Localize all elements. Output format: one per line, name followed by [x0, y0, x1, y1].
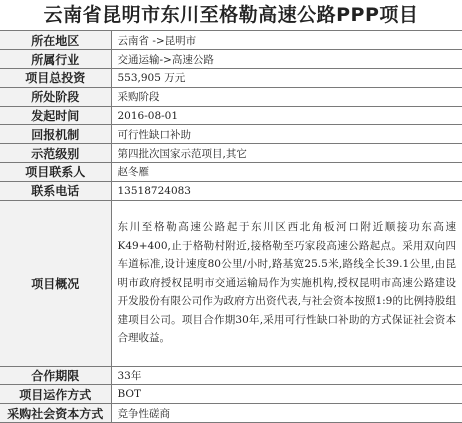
- procurement-method-value: 竞争性磋商: [111, 404, 462, 423]
- operation-mode-value: BOT: [111, 385, 462, 404]
- return-mechanism-value: 可行性缺口补助: [111, 125, 462, 144]
- table-row: [0, 163, 462, 182]
- region-value: 云南省 ->昆明市: [111, 31, 462, 50]
- total-investment-value: 553,905 万元: [111, 69, 462, 88]
- table-row: [0, 87, 462, 106]
- phone-label: 联系电话: [0, 181, 111, 200]
- contact-person-value: 赵冬雁: [111, 163, 462, 182]
- total-investment-label: 项目总投资: [0, 69, 111, 88]
- table-row: [0, 181, 462, 200]
- demo-level-label: 示范级别: [0, 144, 111, 163]
- table-row: [0, 50, 462, 69]
- stage-value: 采购阶段: [111, 87, 462, 106]
- page-title: 云南省昆明市东川至格勒高速公路PPP项目: [0, 0, 462, 31]
- cooperation-period-label: 合作期限: [0, 366, 111, 385]
- overview-value: 东川至格勒高速公路起于东川区西北角板河口附近顺接功东高速K49+400,止于格勒村附近,接格勒至巧家段高速公路起点。采用双向四车道标准,设计速度80公里/小时,路基宽25.5米,路线全长39.1公里,由昆明市政府授权昆明市交通运输局作为实施机构,授权昆明市高速公路建设开发股份有限公司作为政府方出资代表,与社会资本按照1:9的比例持股组建项目公司。项目合作期30年,采用可行性缺口补助的方式保证社会资本合理收益。: [111, 200, 462, 366]
- table-row: [0, 69, 462, 88]
- table-row: [0, 200, 462, 366]
- table-row: [0, 31, 462, 50]
- project-info-table: [0, 31, 462, 423]
- procurement-method-label: 采购社会资本方式: [0, 404, 111, 423]
- return-mechanism-label: 回报机制: [0, 125, 111, 144]
- table-row: [0, 125, 462, 144]
- stage-label: 所处阶段: [0, 87, 111, 106]
- operation-mode-label: 项目运作方式: [0, 385, 111, 404]
- region-label: 所在地区: [0, 31, 111, 50]
- table-row: [0, 385, 462, 404]
- cooperation-period-value: 33年: [111, 366, 462, 385]
- phone-value: 13518724083: [111, 181, 462, 200]
- table-row: [0, 106, 462, 125]
- contact-person-label: 项目联系人: [0, 163, 111, 182]
- industry-value: 交通运输->高速公路: [111, 50, 462, 69]
- table-row: [0, 366, 462, 385]
- demo-level-value: 第四批次国家示范项目,其它: [111, 144, 462, 163]
- start-date-value: 2016-08-01: [111, 106, 462, 125]
- overview-label: 项目概况: [0, 200, 111, 366]
- table-row: [0, 404, 462, 423]
- industry-label: 所属行业: [0, 50, 111, 69]
- start-date-label: 发起时间: [0, 106, 111, 125]
- table-row: [0, 144, 462, 163]
